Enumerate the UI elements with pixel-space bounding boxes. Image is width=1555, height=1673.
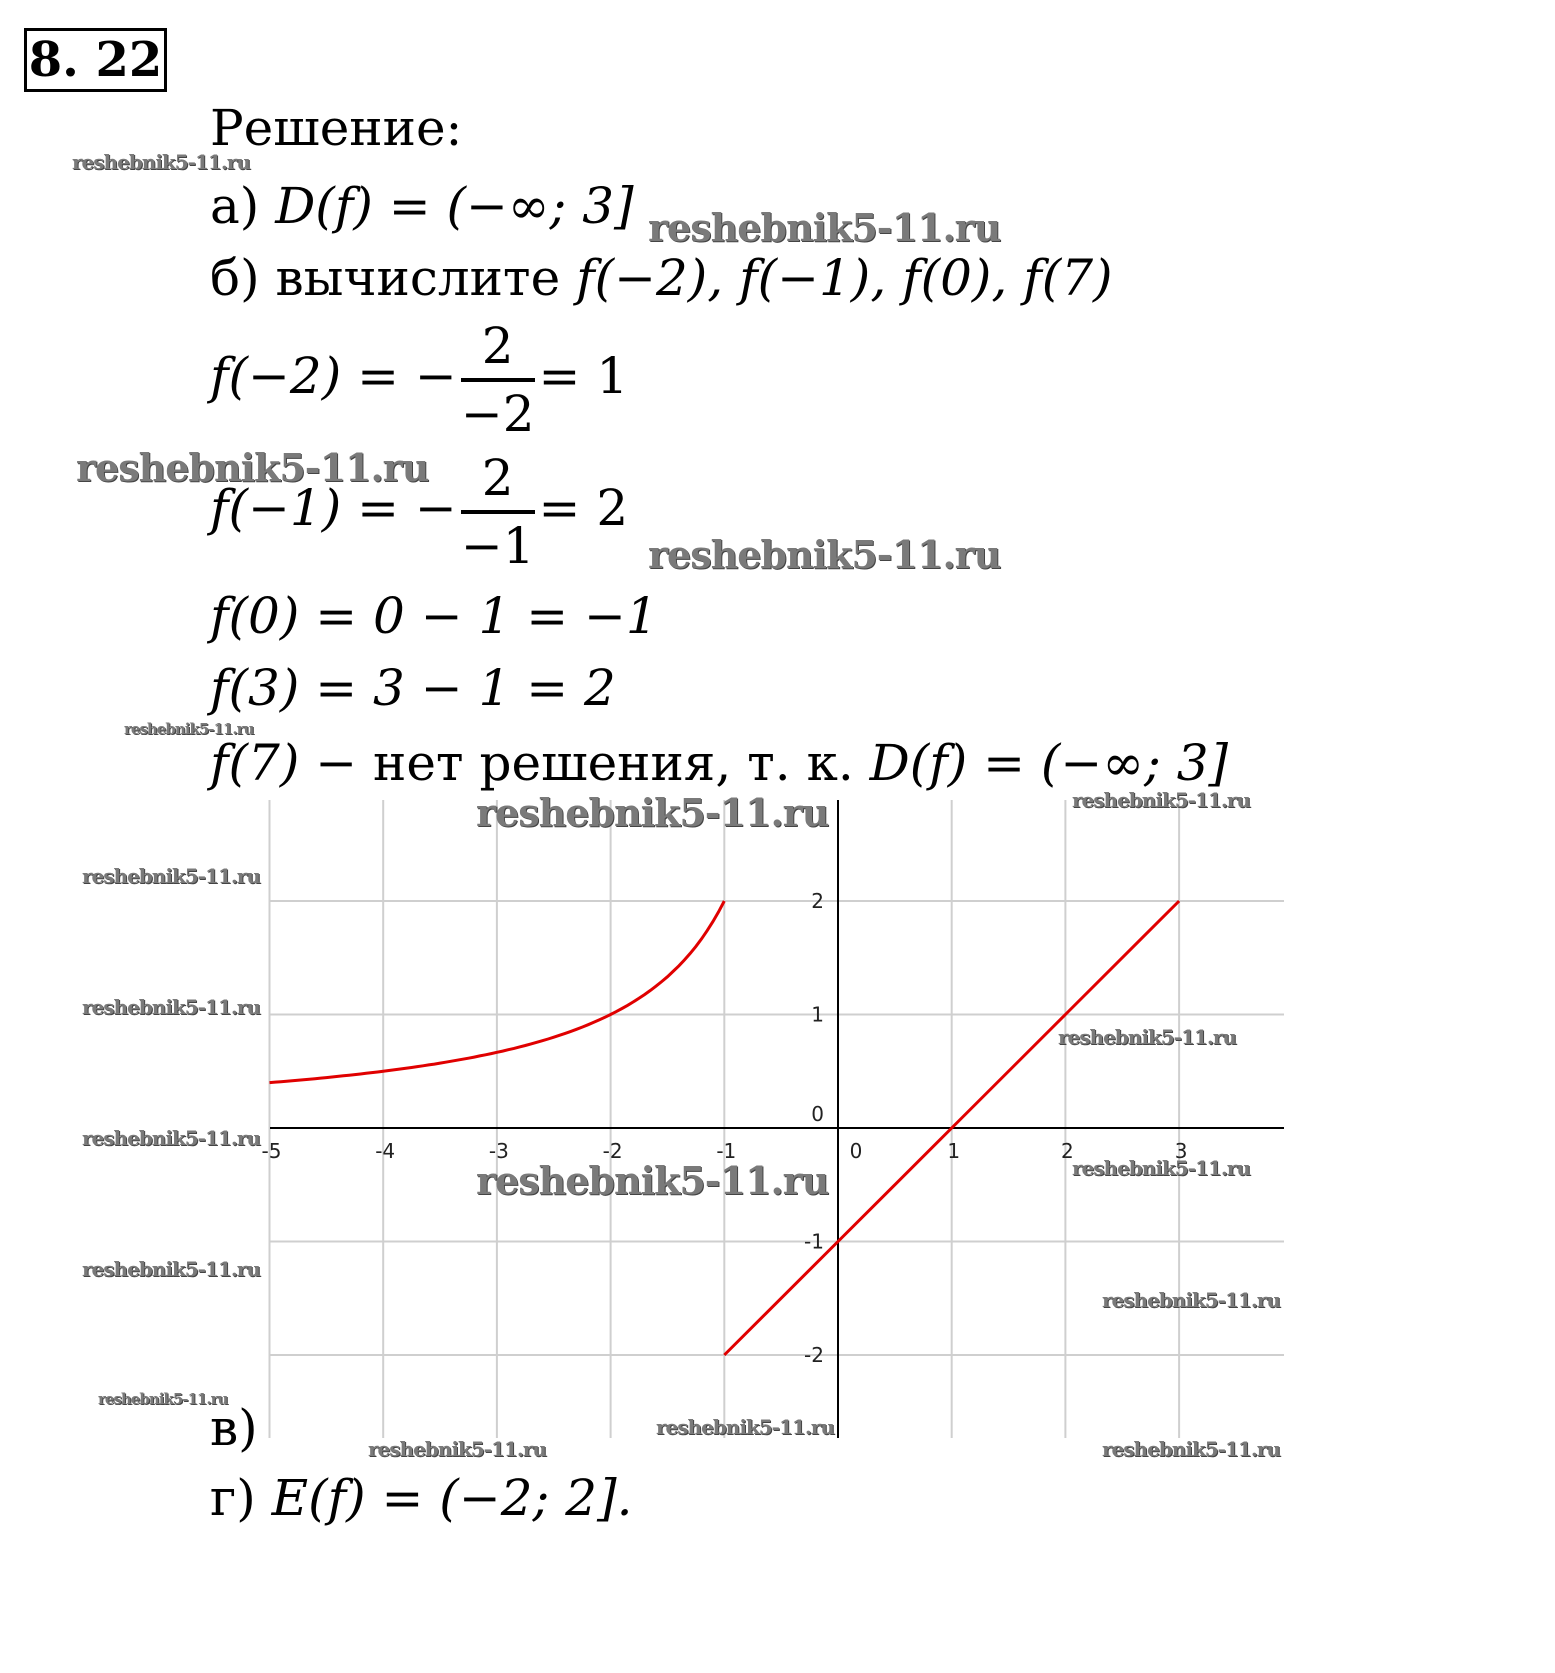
fraction-numerator: 2 bbox=[461, 318, 535, 382]
watermark: reshebnik5-11.ru bbox=[82, 1257, 260, 1281]
eq-f-0: f(0) = 0 − 1 = −1 bbox=[210, 587, 658, 645]
label-v: в) bbox=[210, 1399, 258, 1457]
x-tick-label: -5 bbox=[261, 1139, 282, 1163]
y-tick-label: 2 bbox=[811, 889, 824, 913]
watermark: reshebnik5-11.ru bbox=[124, 720, 254, 738]
line-a-label: а) bbox=[210, 177, 276, 235]
solution-heading: Решение: bbox=[210, 99, 463, 157]
fraction-numerator: 2 bbox=[461, 450, 535, 514]
line-g-math: E(f) = (−2; 2]. bbox=[271, 1469, 633, 1527]
x-tick-label: -3 bbox=[488, 1139, 509, 1163]
problem-number: 8. 22 bbox=[24, 28, 167, 92]
eq-f-7-left: f(7) − bbox=[210, 734, 374, 792]
watermark: reshebnik5-11.ru bbox=[368, 1437, 546, 1461]
watermark: reshebnik5-11.ru bbox=[648, 205, 1001, 250]
x-tick-label: 1 bbox=[947, 1139, 961, 1163]
watermark: reshebnik5-11.ru bbox=[76, 445, 429, 490]
eq-f-minus-2-left: f(−2) = − bbox=[210, 347, 457, 405]
x-tick-label: -4 bbox=[375, 1139, 396, 1163]
fraction-denominator: −1 bbox=[460, 517, 535, 575]
eq-f-3: f(3) = 3 − 1 = 2 bbox=[210, 659, 616, 717]
watermark: reshebnik5-11.ru bbox=[98, 1390, 228, 1408]
watermark: reshebnik5-11.ru bbox=[656, 1415, 834, 1439]
x-tick-label: 2 bbox=[1061, 1139, 1074, 1163]
watermark: reshebnik5-11.ru bbox=[82, 995, 260, 1019]
line-b-label: б) вычислите bbox=[210, 249, 577, 307]
watermark: reshebnik5-11.ru bbox=[82, 864, 260, 888]
watermark: reshebnik5-11.ru bbox=[1072, 1156, 1250, 1180]
watermark: reshebnik5-11.ru bbox=[1072, 788, 1250, 812]
eq-f-7-math: D(f) = (−∞; 3] bbox=[869, 734, 1229, 792]
line-g-label: г) bbox=[210, 1469, 272, 1527]
eq-f-7-text: нет решения, т. к. bbox=[373, 734, 870, 792]
eq-f-minus-1-right: = 2 bbox=[538, 479, 629, 537]
watermark: reshebnik5-11.ru bbox=[1102, 1288, 1280, 1312]
watermark: reshebnik5-11.ru bbox=[476, 790, 829, 835]
y-tick-label: 1 bbox=[811, 1002, 824, 1027]
watermark: reshebnik5-11.ru bbox=[476, 1158, 829, 1203]
y-tick-label: -2 bbox=[804, 1343, 824, 1367]
x-tick-label: -2 bbox=[602, 1139, 623, 1163]
watermark: reshebnik5-11.ru bbox=[1102, 1437, 1280, 1461]
fraction-denominator: −2 bbox=[460, 385, 535, 443]
x-tick-label: 3 bbox=[1174, 1139, 1188, 1163]
line-a-math: D(f) = (−∞; 3] bbox=[275, 177, 634, 235]
line-g bbox=[210, 1470, 632, 1526]
line-b-math: f(−2), f(−1), f(0), f(7) bbox=[576, 249, 1113, 307]
eq-f-minus-1-left: f(−1) = − bbox=[210, 479, 457, 537]
x-tick-label: -1 bbox=[716, 1139, 737, 1163]
watermark: reshebnik5-11.ru bbox=[82, 1126, 260, 1150]
y-tick-label: -1 bbox=[804, 1229, 824, 1254]
watermark: reshebnik5-11.ru bbox=[648, 532, 1001, 577]
eq-f-minus-2-right: = 1 bbox=[538, 347, 629, 405]
watermark: reshebnik5-11.ru bbox=[1058, 1025, 1236, 1049]
y-tick-label: 0 bbox=[811, 1102, 824, 1126]
watermark: reshebnik5-11.ru bbox=[72, 150, 250, 174]
x-tick-label: 0 bbox=[849, 1139, 863, 1163]
